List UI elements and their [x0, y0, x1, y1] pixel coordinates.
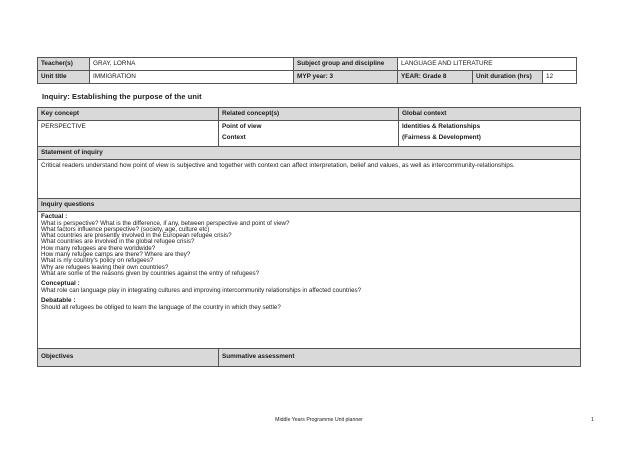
related-concept-item: Point of view [222, 123, 262, 130]
factual-question: What factors influence perspective? (society, age, culture etc) [41, 225, 210, 233]
subject-value: LANGUAGE AND LITERATURE [398, 58, 577, 71]
questions-cell [38, 212, 581, 349]
factual-question: What countries are presently involved in the European refugee crisis? [41, 232, 232, 240]
page-number: 1 [591, 417, 594, 423]
key-concept-label: Key concept [38, 108, 219, 121]
statement-label: Statement of inquiry [38, 147, 581, 160]
footer-title: Middle Years Programme Unit planner [275, 417, 363, 423]
concepts-row [38, 121, 581, 147]
factual-question: What is perspective? What is the difference, if any, between perspective and point of view? [41, 219, 290, 227]
header-row-teacher [38, 58, 577, 71]
factual-question: How many refugee camps are there? Where are they? [41, 251, 191, 259]
statement-text: Critical readers understand how point of view is subjective and together with context can affect interpretation, belief and values, as well as intercommunity-relationships. [38, 160, 581, 199]
concepts-header-row [38, 108, 581, 121]
duration-label: Unit duration (hrs) [473, 71, 543, 84]
conceptual-question: What role can language play in integrating cultures and improving intercommunity relationships in affected countries? [41, 286, 362, 294]
related-concepts-cell [219, 121, 399, 147]
questions-label: Inquiry questions [38, 199, 581, 212]
related-concept-item: Context [222, 134, 246, 141]
teacher-label: Teacher(s) [38, 58, 90, 71]
debatable-label: Debatable : [41, 297, 76, 305]
header-table [37, 57, 577, 84]
questions-row [38, 212, 581, 349]
debatable-question: Should all refugees be obliged to learn the language of the country in which they settle? [41, 303, 281, 311]
key-concept-value: PERSPECTIVE [38, 121, 219, 147]
header-row-unit [38, 71, 577, 84]
factual-question: Why are refugees leaving their own countries? [41, 263, 169, 271]
related-concepts-label: Related concept(s) [219, 108, 399, 121]
teacher-value: GRAY, LORNA [90, 58, 294, 71]
grade-year: YEAR: Grade 8 [398, 71, 473, 84]
unit-title-label: Unit title [38, 71, 90, 84]
global-context-item: Identities & Relationships [402, 123, 481, 130]
conceptual-label: Conceptual : [41, 280, 80, 288]
subject-label: Subject group and discipline [294, 58, 398, 71]
myp-year: MYP year: 3 [294, 71, 398, 84]
factual-label: Factual : [41, 213, 68, 220]
factual-list [41, 221, 577, 278]
statement-row [38, 160, 581, 199]
global-context-cell [399, 121, 581, 147]
global-context-item: (Fairness & Development) [402, 134, 481, 141]
questions-header-row [38, 199, 581, 212]
unit-title-value: IMMIGRATION [90, 71, 294, 84]
statement-header-row [38, 147, 581, 160]
objectives-label: Objectives [38, 349, 219, 367]
objectives-row [38, 349, 581, 367]
factual-question: What are some of the reasons given by countries against the entry of refugees? [41, 269, 260, 277]
factual-question: How many refugees are there worldwide? [41, 244, 156, 252]
section-title: Inquiry: Establishing the purpose of the unit [42, 92, 202, 101]
factual-question: What is my country's policy on refugees? [41, 257, 154, 265]
factual-question: What countries are involved in the global refugee crisis? [41, 238, 195, 246]
summative-label: Summative assessment [219, 349, 581, 367]
duration-value: 12 [543, 71, 577, 84]
global-context-label: Global context [399, 108, 581, 121]
inquiry-table [37, 107, 581, 367]
